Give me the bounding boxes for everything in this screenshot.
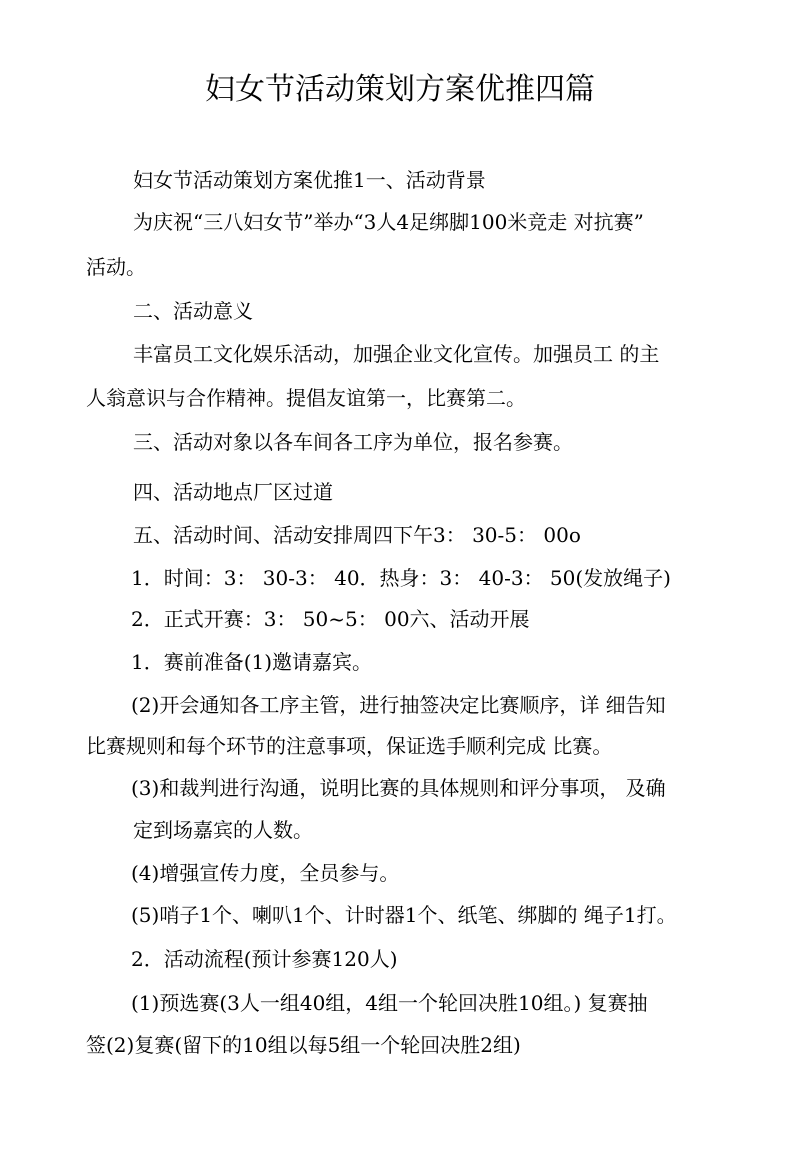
paragraph-line: 人翁意识与合作精神。提倡友谊第一，比赛第二。 <box>86 386 526 410</box>
paragraph-line: 为庆祝“三八妇女节”举办“3人4足绑脚100米竞走 对抗赛” <box>133 210 644 234</box>
paragraph-line: (3)和裁判进行沟通，说明比赛的具体规则和评分事项， 及确 <box>131 776 666 800</box>
paragraph-line: (2)开会通知各工序主管，进行抽签决定比赛顺序，详 细告知 <box>131 693 666 717</box>
paragraph-line: 妇女节活动策划方案优推1一、活动背景 <box>133 168 486 192</box>
paragraph-line: 五、活动时间、活动安排周四下午3： 30-5： 00o <box>133 523 581 547</box>
paragraph-line: 定到场嘉宾的人数。 <box>133 818 313 842</box>
paragraph-line: (1)预选赛(3人一组40组，4组一个轮回决胜10组。) 复赛抽 <box>131 991 648 1015</box>
paragraph-line: 2．活动流程(预计参赛120人) <box>131 947 398 971</box>
paragraph-line: 签(2)复赛(留下的10组以每5组一个轮回决胜2组) <box>86 1033 521 1057</box>
paragraph-line: 三、活动对象以各车间各工序为单位，报名参赛。 <box>133 430 573 454</box>
paragraph-line: 丰富员工文化娱乐活动，加强企业文化宣传。加强员工 的主 <box>133 342 660 366</box>
paragraph-line: 2．正式开赛：3： 50~5： 00六、活动开展 <box>131 607 530 631</box>
paragraph-line: 四、活动地点厂区过道 <box>133 480 333 504</box>
paragraph-line: 1．赛前准备(1)邀请嘉宾。 <box>131 650 373 674</box>
paragraph-line: 活动。 <box>86 255 146 279</box>
document-title: 妇女节活动策划方案优推四篇 <box>205 72 595 107</box>
paragraph-line: 1．时间：3： 30-3： 40．热身：3： 40-3： 50(发放绳子) <box>131 566 671 590</box>
paragraph-line: (5)哨子1个、喇叭1个、计时器1个、纸笔、绑脚的 绳子1打。 <box>131 903 677 927</box>
paragraph-line: (4)增强宣传力度，全员参与。 <box>131 861 400 885</box>
paragraph-line: 二、活动意义 <box>133 299 253 323</box>
paragraph-line: 比赛规则和每个环节的注意事项，保证选手顺利完成 比赛。 <box>86 734 613 758</box>
